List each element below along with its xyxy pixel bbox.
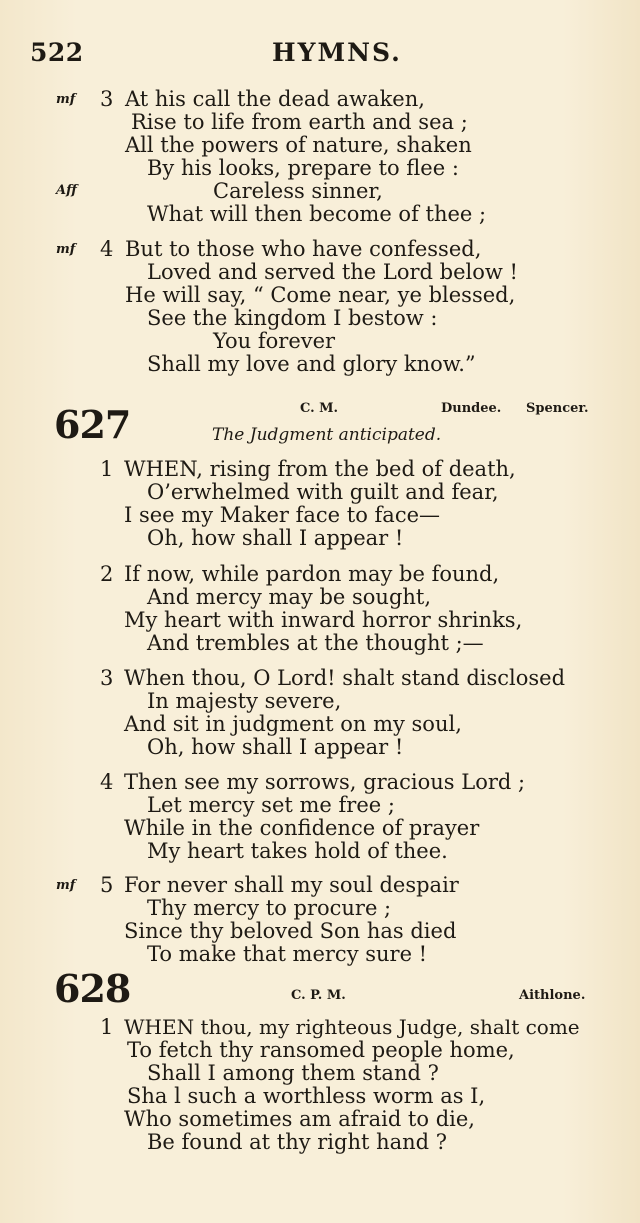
hymn-line: If now, while pardon may be found, xyxy=(124,562,500,586)
meter: C. M. xyxy=(300,401,339,416)
hymn-line: I see my Maker face to face— xyxy=(124,503,441,527)
hymn-number: 628 xyxy=(54,966,131,1011)
verse-number: 1 xyxy=(100,457,114,481)
hymn-line: My heart takes hold of thee. xyxy=(147,839,448,863)
verse-number: 1 xyxy=(100,1015,114,1039)
hymn-line: He will say, “ Come near, ye blessed, xyxy=(125,283,516,307)
hymn-line: By his looks, prepare to flee : xyxy=(147,156,459,180)
hymn-line: And trembles at the thought ;— xyxy=(147,631,484,655)
dynamic-mark: mf xyxy=(56,878,76,893)
hymn-line: Be found at thy right hand ? xyxy=(147,1130,448,1154)
hymn-line: Careless sinner, xyxy=(213,179,383,203)
hymn-line: Oh, how shall I appear ! xyxy=(147,526,404,550)
hymn-line: You forever xyxy=(213,329,336,353)
hymn-line: Shall my love and glory know.” xyxy=(147,352,476,376)
hymn-line: Let mercy set me free ; xyxy=(147,793,395,817)
verse-number: 4 xyxy=(100,770,114,794)
verse-number: 5 xyxy=(100,873,114,897)
hymn-subtitle: The Judgment anticipated. xyxy=(212,425,442,445)
hymn-line: But to those who have confessed, xyxy=(125,237,482,261)
verse-number: 3 xyxy=(100,87,114,111)
hymn-line: Since thy beloved Son has died xyxy=(124,919,457,943)
tune-name: Aithlone. xyxy=(519,988,586,1003)
dynamic-mark: Aff xyxy=(56,183,77,198)
hymn-line: Loved and served the Lord below ! xyxy=(147,260,518,284)
verse-number: 3 xyxy=(100,666,114,690)
verse-number: 2 xyxy=(100,562,114,586)
dynamic-mark: mf xyxy=(56,242,76,257)
hymn-line: All the powers of nature, shaken xyxy=(125,133,472,157)
page-number: 522 xyxy=(30,38,84,67)
hymn-line: Then see my sorrows, gracious Lord ; xyxy=(124,770,526,794)
hymn-line: At his call the dead awaken, xyxy=(125,87,425,111)
hymn-line: Oh, how shall I appear ! xyxy=(147,735,404,759)
hymn-line: Who sometimes am afraid to die, xyxy=(124,1107,475,1131)
tune-name: Dundee. xyxy=(441,401,502,416)
running-title: HYMNS. xyxy=(272,38,402,67)
hymn-line: WHEN, rising from the bed of death, xyxy=(124,457,516,481)
dynamic-mark: mf xyxy=(56,92,76,107)
hymn-line: Rise to life from earth and sea ; xyxy=(131,110,468,134)
hymn-line: O’erwhelmed with guilt and fear, xyxy=(147,480,499,504)
hymn-number: 627 xyxy=(54,402,131,447)
hymn-line: My heart with inward horror shrinks, xyxy=(124,608,523,632)
meter: C. P. M. xyxy=(291,988,346,1003)
hymn-line: What will then become of thee ; xyxy=(147,202,487,226)
hymn-line: To fetch thy ransomed people home, xyxy=(127,1038,515,1062)
verse-number: 4 xyxy=(100,237,114,261)
hymn-line: For never shall my soul despair xyxy=(124,873,459,897)
hymn-line: Shall I among them stand ? xyxy=(147,1061,439,1085)
hymn-line: Sha l such a worthless worm as I, xyxy=(127,1084,486,1108)
hymn-line: And mercy may be sought, xyxy=(147,585,432,609)
composer: Spencer. xyxy=(526,401,589,416)
hymn-line: To make that mercy sure ! xyxy=(147,942,428,966)
hymn-line: While in the confidence of prayer xyxy=(124,816,480,840)
hymn-line: And sit in judgment on my soul, xyxy=(124,712,462,736)
hymn-line: Thy mercy to procure ; xyxy=(147,896,392,920)
hymn-line: WHEN thou, my righteous Judge, shalt come xyxy=(124,1015,580,1039)
hymn-line: See the kingdom I bestow : xyxy=(147,306,438,330)
hymn-line: In majesty severe, xyxy=(147,689,342,713)
hymn-line: When thou, O Lord! shalt stand disclosed xyxy=(124,666,566,690)
